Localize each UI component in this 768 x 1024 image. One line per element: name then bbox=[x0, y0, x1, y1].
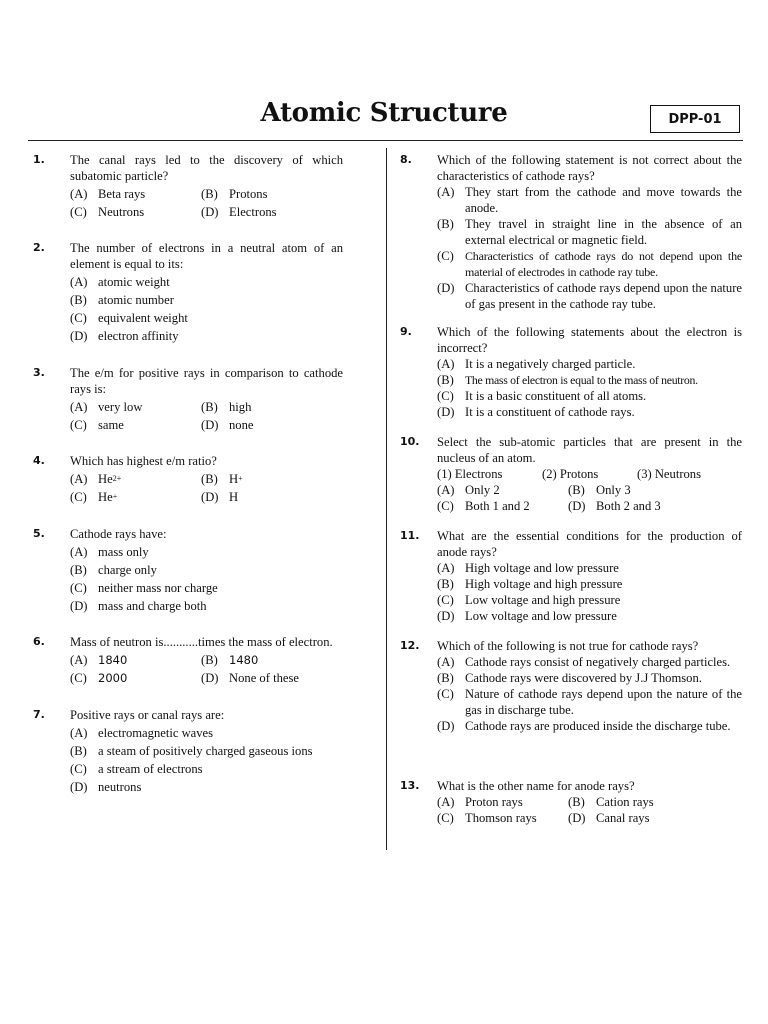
option-d: (D) neutrons bbox=[70, 780, 142, 794]
option-b: (B) Cation rays bbox=[568, 795, 654, 809]
option-a: (A) 1840 bbox=[70, 653, 128, 667]
question-1 bbox=[33, 152, 343, 220]
question-number: 1. bbox=[33, 153, 45, 166]
question-text: What is the other name for anode rays? bbox=[437, 779, 635, 793]
question-text: What are the essential conditions for the production of anode rays? bbox=[437, 529, 742, 559]
particle-list bbox=[437, 466, 742, 482]
option-d: (D) It is a constituent of cathode rays. bbox=[437, 405, 635, 419]
question-number: 12. bbox=[400, 639, 420, 652]
option-c: (C) neither mass nor charge bbox=[70, 581, 218, 595]
options bbox=[70, 399, 343, 433]
option-a: (A) very low bbox=[70, 400, 143, 414]
question-text: Which of the following statement is not correct about the characteristics of cathode rays? bbox=[437, 153, 742, 183]
particle-item: (3) Neutrons bbox=[637, 467, 702, 481]
option-d: (D) H bbox=[201, 490, 239, 504]
question-4 bbox=[33, 453, 343, 505]
question-12 bbox=[400, 638, 742, 734]
options bbox=[437, 560, 742, 624]
question-number: 11. bbox=[400, 529, 420, 542]
question-text: Mass of neutron is...........times the mass of electron. bbox=[70, 635, 333, 649]
option-a: (A) It is a negatively charged particle. bbox=[437, 357, 636, 371]
option-a: (A) Only 2 bbox=[437, 483, 500, 497]
question-3 bbox=[33, 365, 343, 433]
option-d: (D) Canal rays bbox=[568, 811, 650, 825]
option-b: (B) Protons bbox=[201, 187, 268, 201]
options bbox=[70, 471, 343, 505]
question-number: 5. bbox=[33, 527, 45, 540]
option-a: (A) atomic weight bbox=[70, 275, 170, 289]
option-b: (B) They travel in straight line in the absence of an external electrical or magnetic field. bbox=[437, 217, 742, 247]
option-c: (C) Neutrons bbox=[70, 205, 145, 219]
option-c: (C) same bbox=[70, 418, 124, 432]
option-d: (D) electron affinity bbox=[70, 329, 179, 343]
question-number: 13. bbox=[400, 779, 420, 792]
question-text: The number of electrons in a neutral atom of an element is equal to its: bbox=[70, 241, 343, 271]
options bbox=[70, 186, 343, 220]
option-a: (A) They start from the cathode and move towards the anode. bbox=[437, 185, 742, 215]
question-6 bbox=[33, 634, 343, 686]
column-divider bbox=[386, 148, 387, 850]
option-d: (D) Characteristics of cathode rays depend upon the nature of gas present in the cathode ray tube. bbox=[437, 281, 742, 311]
question-text: Select the sub-atomic particles that are present in the nucleus of an atom. bbox=[437, 435, 742, 465]
question-text: Which of the following statements about the electron is incorrect? bbox=[437, 325, 742, 355]
option-c: (C) a stream of electrons bbox=[70, 762, 203, 776]
option-a: (A) High voltage and low pressure bbox=[437, 561, 619, 575]
option-b: (B) Only 3 bbox=[568, 483, 631, 497]
question-8 bbox=[400, 152, 742, 312]
question-number: 8. bbox=[400, 153, 412, 166]
dpp-code-box: DPP-01 bbox=[650, 105, 740, 133]
option-a: (A) Cathode rays consist of negatively charged particles. bbox=[437, 655, 731, 669]
question-text: Which of the following is not true for cathode rays? bbox=[437, 639, 699, 653]
question-number: 4. bbox=[33, 454, 45, 467]
question-text: Which has highest e/m ratio? bbox=[70, 454, 217, 468]
question-text: The canal rays led to the discovery of which subatomic particle? bbox=[70, 153, 343, 183]
question-number: 2. bbox=[33, 241, 45, 254]
options bbox=[437, 482, 742, 514]
question-number: 7. bbox=[33, 708, 45, 721]
option-d: (D) mass and charge both bbox=[70, 599, 207, 613]
question-9 bbox=[400, 324, 742, 420]
option-b: (B) a steam of positively charged gaseous ions bbox=[70, 744, 313, 758]
question-11 bbox=[400, 528, 742, 624]
question-5 bbox=[33, 526, 343, 614]
option-b: (B) H + bbox=[201, 472, 243, 486]
option-a: (A) mass only bbox=[70, 545, 149, 559]
option-a: (A) Beta rays bbox=[70, 187, 146, 201]
option-c: (C) Nature of cathode rays depend upon the nature of the gas in discharge tube. bbox=[437, 687, 742, 717]
options bbox=[70, 544, 343, 614]
option-b: (B) 1480 bbox=[201, 653, 259, 667]
option-b: (B) high bbox=[201, 400, 252, 414]
option-b: (B) Cathode rays were discovered by J.J Thomson. bbox=[437, 671, 702, 685]
option-d: (D) Cathode rays are produced inside the discharge tube. bbox=[437, 719, 731, 733]
option-d: (D) Electrons bbox=[201, 205, 277, 219]
question-number: 10. bbox=[400, 435, 420, 448]
question-text: The e/m for positive rays in comparison to cathode rays is: bbox=[70, 366, 343, 396]
question-2 bbox=[33, 240, 343, 344]
options bbox=[437, 794, 742, 826]
option-d: (D) none bbox=[201, 418, 254, 432]
options bbox=[437, 184, 742, 312]
option-c: (C) equivalent weight bbox=[70, 311, 188, 325]
option-c: (C) He + bbox=[70, 490, 118, 504]
option-b: (B) High voltage and high pressure bbox=[437, 577, 623, 591]
option-b: (B) charge only bbox=[70, 563, 157, 577]
option-c: (C) Both 1 and 2 bbox=[437, 499, 530, 513]
option-c: (C) 2000 bbox=[70, 671, 128, 685]
option-c: (C) It is a basic constituent of all atoms. bbox=[437, 389, 647, 403]
options bbox=[70, 725, 343, 795]
option-c: (C) Low voltage and high pressure bbox=[437, 593, 621, 607]
particle-item: (1) Electrons bbox=[437, 467, 503, 481]
option-a: (A) Proton rays bbox=[437, 795, 523, 809]
options bbox=[437, 356, 742, 420]
option-b: (B) atomic number bbox=[70, 293, 174, 307]
option-a: (A) electromagnetic waves bbox=[70, 726, 214, 740]
option-d: (D) Low voltage and low pressure bbox=[437, 609, 617, 623]
question-number: 6. bbox=[33, 635, 45, 648]
question-number: 3. bbox=[33, 366, 45, 379]
option-c: (C) Characteristics of cathode rays do not depend upon the material of electrodes in cathode ray tube. bbox=[437, 249, 742, 279]
question-10 bbox=[400, 434, 742, 514]
options bbox=[437, 654, 742, 734]
question-13 bbox=[400, 778, 742, 826]
option-c: (C) Thomson rays bbox=[437, 811, 537, 825]
options bbox=[70, 274, 343, 344]
particle-item: (2) Protons bbox=[542, 467, 599, 481]
question-text: Positive rays or canal rays are: bbox=[70, 708, 225, 722]
option-a: (A) He 2+ bbox=[70, 472, 122, 486]
options bbox=[70, 652, 343, 686]
question-text: Cathode rays have: bbox=[70, 527, 167, 541]
option-d: (D) None of these bbox=[201, 671, 299, 685]
option-b: (B) The mass of electron is equal to the mass of neutron. bbox=[437, 373, 698, 387]
page-title: Atomic Structure bbox=[260, 98, 508, 128]
question-number: 9. bbox=[400, 325, 412, 338]
question-7 bbox=[33, 707, 343, 795]
title-divider bbox=[28, 140, 743, 141]
option-d: (D) Both 2 and 3 bbox=[568, 499, 661, 513]
